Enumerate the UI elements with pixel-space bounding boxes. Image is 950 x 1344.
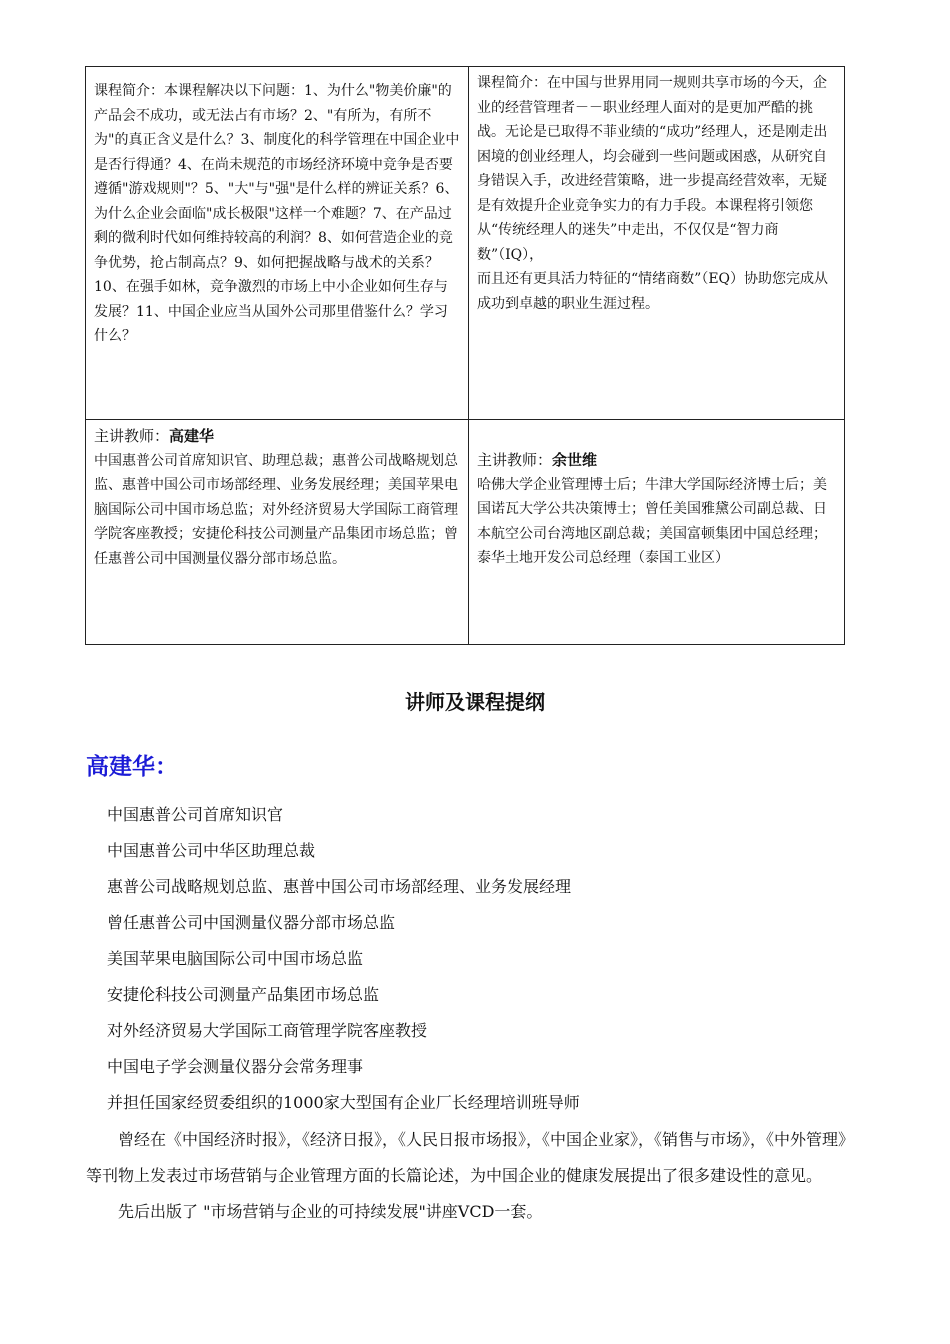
list-item: 安捷伦科技公司测量产品集团市场总监: [107, 985, 380, 1004]
list-item: 并担任国家经贸委组织的1000家大型国有企业厂长经理培训班导师: [107, 1093, 580, 1112]
teacher-row: [86, 420, 845, 645]
instructor-heading: 高建华：: [86, 754, 178, 780]
vcd-paragraph: 先后出版了 "市场营销与企业的可持续发展"讲座VCD一套。: [118, 1202, 543, 1221]
teacher-bio-right: 哈佛大学企业管理博士后；牛津大学国际经济博士后；美国诺瓦大学公共决策博士；曾任美国雅黛公司副总裁、日本航空公司台湾地区副总裁；美国富顿集团中国总经理；泰华土地开发公司总经理（泰国工业区）: [477, 476, 827, 566]
instructor-title-list: [107, 800, 580, 1124]
course-intro-right: [469, 67, 845, 420]
course-table: [85, 66, 845, 645]
teacher-label-left: 主讲教师：: [94, 427, 170, 445]
teacher-line-left: [94, 424, 460, 449]
list-item: 中国惠普公司中华区助理总裁: [107, 841, 316, 860]
instructor-paragraphs: [86, 1122, 856, 1230]
list-item: 对外经济贸易大学国际工商管理学院客座教授: [107, 1021, 428, 1040]
course-intro-right-part1: 课程简介：在中国与世界用同一规则共享市场的今天，企业的经营管理者－－职业经理人面对的是更加严酷的挑战。无论是已取得不菲业绩的“成功”经理人，还是刚走出困境的创业经理人，均会碰到一些问题或困惑，从研究自身错误入手，改进经营策略，进一步提高经营效率，无疑是有效提升企业竞争实力的有力手段。本课程将引领您从“传统经理人的迷失”中走出，不仅仅是“智力商数”（IQ），: [477, 75, 828, 263]
list-item: 曾任惠普公司中国测量仪器分部市场总监: [107, 913, 396, 932]
teacher-cell-right: [469, 420, 845, 645]
teacher-cell-left: [86, 420, 469, 645]
list-item: 中国惠普公司首席知识官: [107, 805, 284, 824]
course-intro-right-part2: 而且还有更具活力特征的“情绪商数”（EQ）协助您完成从成功到卓越的职业生涯过程。: [477, 271, 829, 312]
teacher-line-right: [477, 448, 836, 473]
list-item: 美国苹果电脑国际公司中国市场总监: [107, 949, 364, 968]
list-item: 惠普公司战略规划总监、惠普中国公司市场部经理、业务发展经理: [107, 877, 572, 896]
teacher-name-left: 高建华: [169, 427, 215, 445]
teacher-name-right: 余世维: [552, 451, 598, 469]
course-intro-left: 课程简介：本课程解决以下问题：1、为什么"物美价廉"的产品会不成功，或无法占有市场？2、"有所为，有所不为"的真正含义是什么？3、制度化的科学管理在中国企业中是否行得通？4、在尚未规范的市场经济环境中竞争是否要遵循"游戏规则"？5、"大"与"强"是什么样的辨证关系？6、为什么企业会面临"成长极限"这样一个难题？7、在产品过剩的微利时代如何维持较高的利润？8、如何营造企业的竞争优势，抢占制高点？9、如何把握战略与战术的关系？10、在强手如林，竞争激烈的市场上中小企业如何生存与发展？11、中国企业应当从国外公司那里借鉴什么？学习什么？: [86, 67, 469, 420]
teacher-bio-left: 中国惠普公司首席知识官、助理总裁；惠普公司战略规划总监、惠普中国公司市场部经理、业务发展经理；美国苹果电脑国际公司中国市场总监；对外经济贸易大学国际工商管理学院客座教授；安捷伦科技公司测量产品集团市场总监；曾任惠普公司中国测量仪器分部市场总监。: [94, 452, 458, 567]
course-intro-row: [86, 67, 845, 420]
list-item: 中国电子学会测量仪器分会常务理事: [107, 1057, 364, 1076]
publications-paragraph: 曾经在《中国经济时报》，《经济日报》，《人民日报市场报》，《中国企业家》，《销售与市场》，《中外管理》等刊物上发表过市场营销与企业管理方面的长篇论述，为中国企业的健康发展提出了很多建设性的意见。: [86, 1130, 855, 1185]
section-title: 讲师及课程提纲: [405, 690, 545, 714]
teacher-label-right: 主讲教师：: [477, 451, 553, 469]
